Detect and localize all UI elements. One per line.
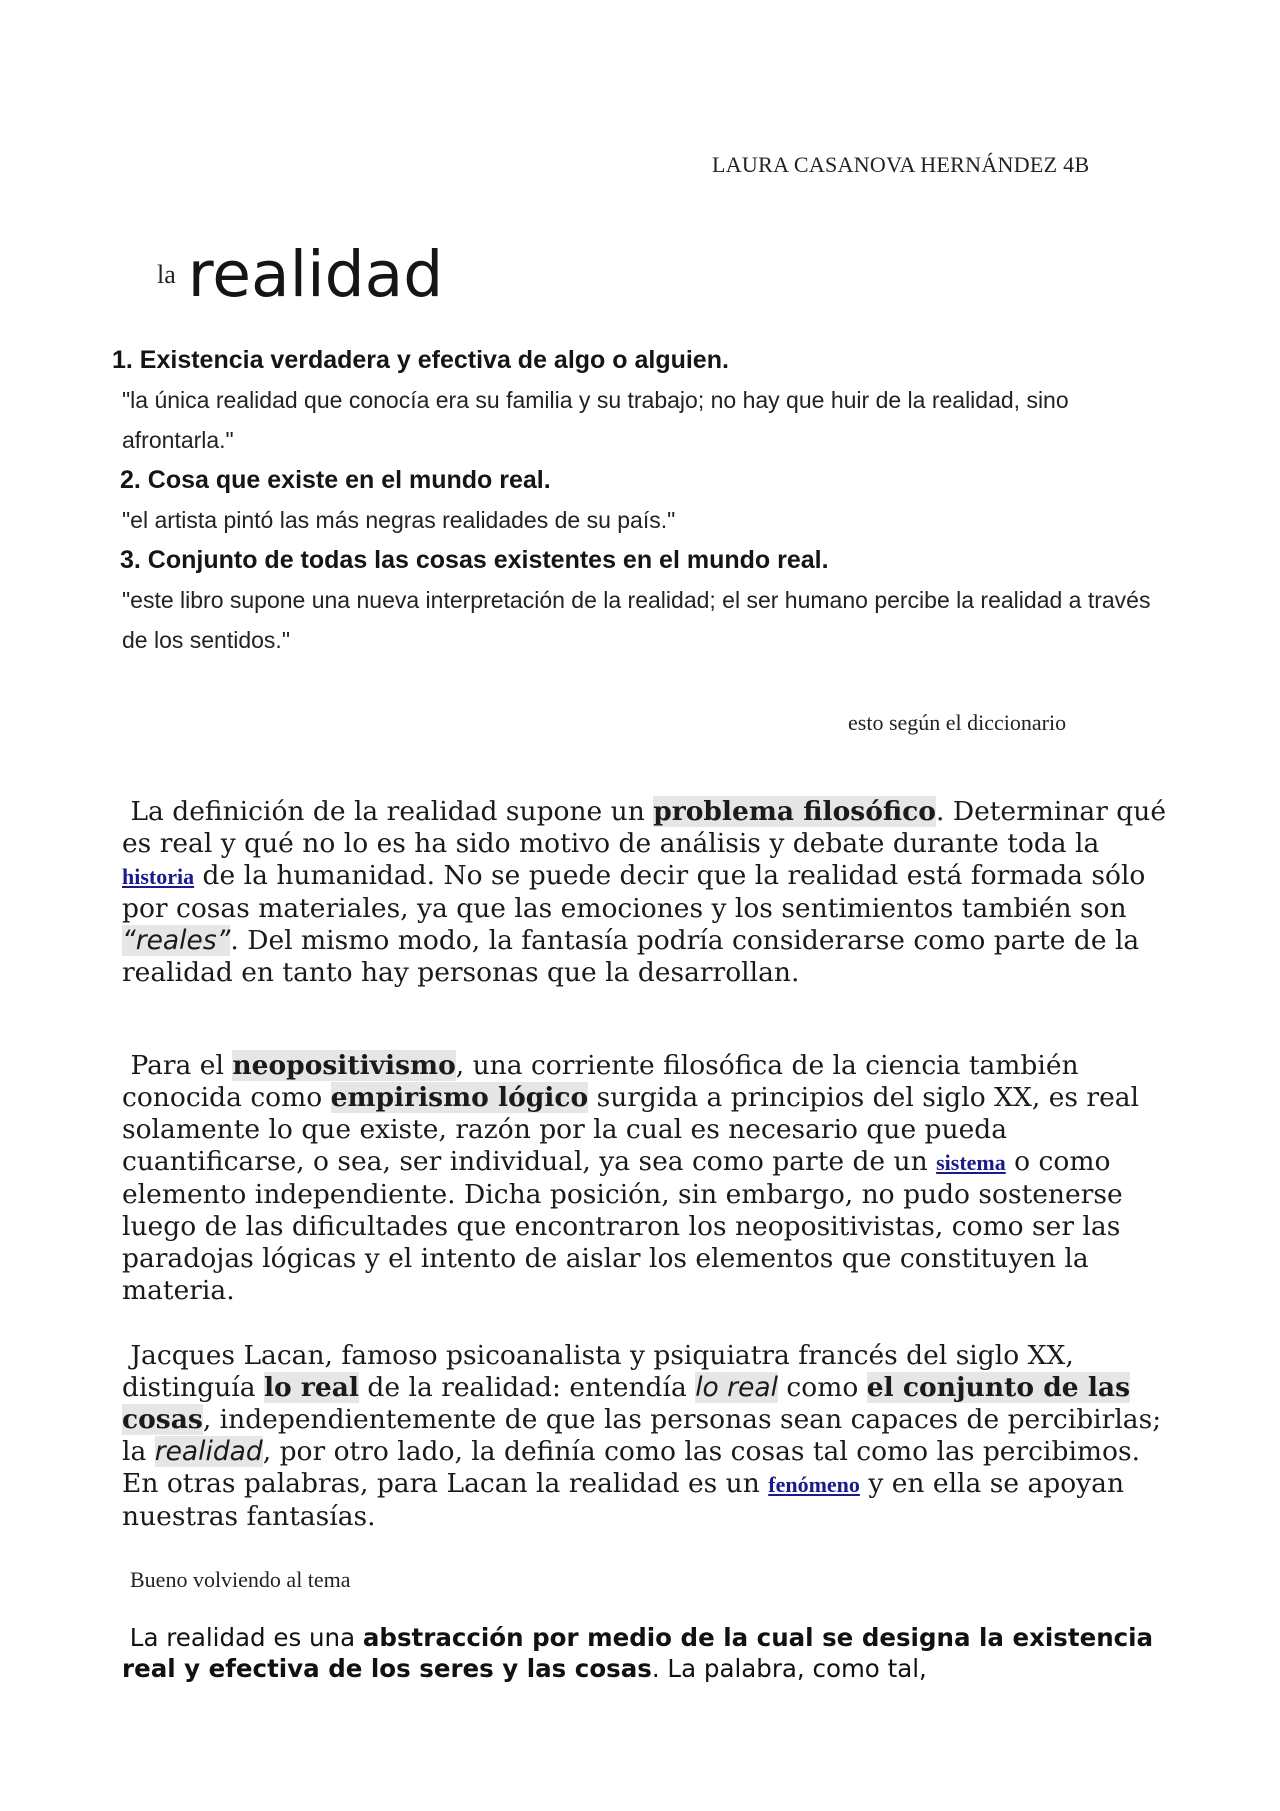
highlighted-term: problema filosófico	[653, 796, 936, 827]
text: y en ella se apoyan nuestras fantasías.	[122, 1468, 1125, 1532]
highlighted-term: el conjunto de las cosas	[122, 1372, 1131, 1435]
definition-term: 2. Cosa que existe en el mundo real.	[120, 466, 551, 494]
text: , una corriente filosófica de la ciencia también conocida como	[122, 1050, 1079, 1113]
title-word: realidad	[187, 238, 444, 311]
italic-term: “reales”	[122, 925, 231, 956]
link-historia[interactable]: historia	[122, 864, 195, 889]
text: de la realidad: entendía	[359, 1372, 696, 1403]
bold-term: abstracción por medio de la cual se designa la existencia real y efectiva de los seres y las cosas	[122, 1623, 1154, 1683]
definition-example: "la única realidad que conocía era su familia y su trabajo; no hay que huir de la realidad, sino afrontarla."	[122, 387, 1069, 453]
author-header: LAURA CASANOVA HERNÁNDEZ 4B	[712, 152, 1090, 177]
definitions-list	[110, 340, 1160, 660]
text: La realidad es una	[129, 1623, 363, 1652]
text: . La palabra, como tal,	[651, 1654, 927, 1683]
text: Jacques Lacan, famoso psicoanalista y psiquiatra francés del siglo XX, distinguía	[122, 1340, 1074, 1403]
link-fenomeno[interactable]: fenómeno	[768, 1472, 860, 1497]
paragraph-4	[122, 1622, 1168, 1684]
definition-term: 1. Existencia verdadera y efectiva de algo o alguien.	[112, 346, 729, 374]
highlighted-term: empirismo lógico	[330, 1082, 589, 1113]
italic-term: lo real	[695, 1372, 778, 1403]
paragraph-1	[122, 796, 1168, 989]
definition-term: 3. Conjunto de todas las cosas existentes en el mundo real.	[120, 546, 829, 574]
highlighted-term: neopositivismo	[232, 1050, 456, 1081]
paragraph-2	[122, 1050, 1168, 1307]
highlighted-term: lo real	[263, 1372, 359, 1403]
paragraph-3	[122, 1340, 1168, 1533]
text: Para el	[130, 1050, 233, 1081]
link-sistema[interactable]: sistema	[936, 1150, 1006, 1175]
italic-term: realidad	[154, 1436, 263, 1467]
text: , independientemente de que las personas sean capaces de percibirlas; la	[122, 1404, 1162, 1467]
text: , por otro lado, la definía como las cosas tal como las percibimos. En otras palabras, para Lacan la realidad es un	[122, 1436, 1141, 1499]
title-article: la	[157, 259, 176, 289]
aside-note: Bueno volviendo al tema	[130, 1567, 351, 1592]
text: o como elemento independiente. Dicha posición, sin embargo, no pudo sostenerse luego de las dificultades que encontraron los neopositivistas, como ser las paradojas lógicas y el intento de aislar los elementos que constituyen la materia.	[122, 1146, 1123, 1306]
text: de la humanidad. No se puede decir que la realidad está formada sólo por cosas materiales, ya que las emociones y los sentimientos también son	[122, 860, 1146, 924]
text: como	[778, 1372, 867, 1403]
text: . Determinar qué es real y qué no lo es ha sido motivo de análisis y debate durante toda la	[122, 796, 1167, 859]
page-title	[157, 238, 443, 311]
definition-example: "este libro supone una nueva interpretación de la realidad; el ser humano percibe la realidad a través de los sentidos."	[122, 587, 1151, 653]
text: La definición de la realidad supone un	[130, 796, 654, 827]
source-note: esto según el diccionario	[848, 710, 1067, 735]
text: . Del mismo modo, la fantasía podría considerarse como parte de la realidad en tanto hay personas que la desarrollan.	[122, 925, 1140, 988]
text: surgida a principios del siglo XX, es real solamente lo que existe, razón por la cual es necesario que pueda cuantificarse, o sea, ser individual, ya sea como parte de un	[122, 1082, 1140, 1177]
definition-example: "el artista pintó las más negras realidades de su país."	[122, 507, 676, 533]
